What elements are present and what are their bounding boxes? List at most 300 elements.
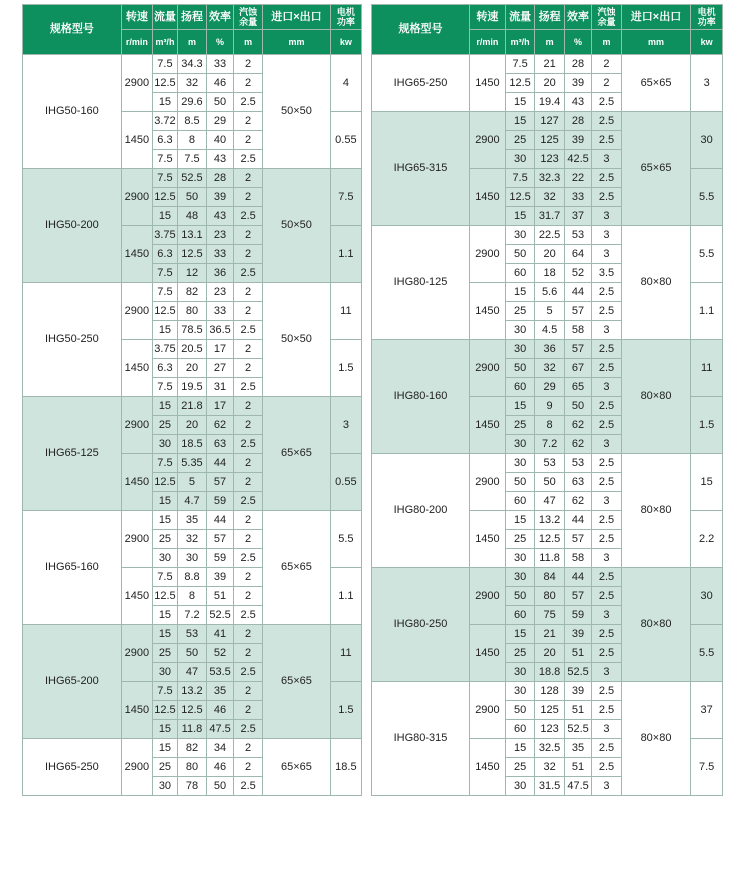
power-cell: 3 [330, 397, 361, 454]
efficiency-cell: 51 [564, 701, 591, 720]
table-row [23, 511, 362, 530]
efficiency-cell: 43 [564, 93, 591, 112]
port-cell: 50×50 [263, 55, 331, 169]
efficiency-cell: 59 [207, 549, 234, 568]
head-cell: 125 [535, 701, 565, 720]
npsh-cell: 3 [592, 549, 622, 568]
npsh-cell: 2 [592, 74, 622, 93]
flow-cell: 7.5 [152, 150, 177, 169]
head-cell: 8 [177, 131, 206, 150]
flow-cell: 30 [505, 682, 535, 701]
head-cell: 8.8 [177, 568, 206, 587]
head-cell: 21 [535, 55, 565, 74]
head-cell: 29 [535, 378, 565, 397]
head-cell: 29.6 [177, 93, 206, 112]
header-power [691, 5, 723, 30]
header-flow-unit: m³/h [505, 30, 535, 55]
head-cell: 32 [177, 74, 206, 93]
flow-cell: 7.5 [152, 264, 177, 283]
flow-cell: 15 [505, 625, 535, 644]
flow-cell: 12.5 [152, 188, 177, 207]
header-head: 扬程 [177, 5, 206, 30]
speed-cell: 1450 [121, 340, 152, 397]
header-model: 规格型号 [372, 5, 470, 55]
efficiency-cell: 33 [207, 245, 234, 264]
head-cell: 31.7 [535, 207, 565, 226]
npsh-cell: 2 [234, 359, 263, 378]
npsh-cell: 3 [592, 207, 622, 226]
power-cell: 1.5 [691, 397, 723, 454]
head-cell: 32 [535, 359, 565, 378]
npsh-cell: 3 [592, 435, 622, 454]
flow-cell: 25 [505, 758, 535, 777]
flow-cell: 30 [505, 549, 535, 568]
head-cell: 127 [535, 112, 565, 131]
header-npsh-unit: m [234, 30, 263, 55]
power-cell: 5.5 [691, 625, 723, 682]
head-cell: 20 [535, 245, 565, 264]
flow-cell: 25 [152, 530, 177, 549]
efficiency-cell: 51 [564, 758, 591, 777]
head-cell: 48 [177, 207, 206, 226]
flow-cell: 7.5 [152, 682, 177, 701]
power-cell: 2.2 [691, 511, 723, 568]
npsh-cell: 2 [234, 169, 263, 188]
flow-cell: 7.5 [152, 454, 177, 473]
efficiency-cell: 65 [564, 378, 591, 397]
npsh-cell: 2 [234, 530, 263, 549]
efficiency-cell: 41 [207, 625, 234, 644]
efficiency-cell: 53 [564, 454, 591, 473]
efficiency-cell: 43 [207, 150, 234, 169]
flow-cell: 15 [152, 492, 177, 511]
npsh-cell: 2.5 [592, 739, 622, 758]
npsh-cell: 3 [592, 378, 622, 397]
npsh-cell: 2 [234, 226, 263, 245]
efficiency-cell: 59 [564, 606, 591, 625]
npsh-cell: 2 [234, 625, 263, 644]
npsh-cell: 2 [234, 302, 263, 321]
header-npsh-line1: 汽蚀 [239, 7, 258, 17]
flow-cell: 60 [505, 378, 535, 397]
efficiency-cell: 57 [564, 340, 591, 359]
header-npsh-unit: m [592, 30, 622, 55]
speed-cell: 1450 [470, 397, 506, 454]
spec-table-right [371, 4, 723, 796]
efficiency-cell: 50 [207, 777, 234, 796]
npsh-cell: 2.5 [592, 416, 622, 435]
npsh-cell: 2 [234, 701, 263, 720]
efficiency-cell: 52 [564, 264, 591, 283]
npsh-cell: 2 [234, 131, 263, 150]
efficiency-cell: 28 [564, 112, 591, 131]
head-cell: 12 [177, 264, 206, 283]
head-cell: 32.3 [535, 169, 565, 188]
head-cell: 9 [535, 397, 565, 416]
flow-cell: 30 [505, 663, 535, 682]
header-port-unit: mm [621, 30, 691, 55]
npsh-cell: 2 [234, 644, 263, 663]
npsh-cell: 3 [592, 606, 622, 625]
flow-cell: 30 [152, 663, 177, 682]
port-cell: 65×65 [621, 55, 691, 112]
head-cell: 35 [177, 511, 206, 530]
header-port-unit: mm [263, 30, 331, 55]
npsh-cell: 2.5 [234, 663, 263, 682]
table-row [23, 169, 362, 188]
head-cell: 8 [177, 587, 206, 606]
flow-cell: 60 [505, 720, 535, 739]
model-cell: IHG80-200 [372, 454, 470, 568]
head-cell: 34.3 [177, 55, 206, 74]
npsh-cell: 3 [592, 663, 622, 682]
npsh-cell: 2 [234, 340, 263, 359]
header-power [330, 5, 361, 30]
efficiency-cell: 33 [564, 188, 591, 207]
npsh-cell: 2.5 [234, 606, 263, 625]
speed-cell: 2900 [470, 454, 506, 511]
header-flow: 流量 [152, 5, 177, 30]
head-cell: 20.5 [177, 340, 206, 359]
speed-cell: 2900 [121, 397, 152, 454]
flow-cell: 15 [505, 207, 535, 226]
head-cell: 12.5 [177, 245, 206, 264]
power-cell: 11 [330, 625, 361, 682]
efficiency-cell: 44 [207, 454, 234, 473]
efficiency-cell: 58 [564, 549, 591, 568]
npsh-cell: 2.5 [592, 169, 622, 188]
npsh-cell: 2.5 [592, 93, 622, 112]
table-row [372, 454, 723, 473]
speed-cell: 2900 [470, 226, 506, 283]
efficiency-cell: 62 [564, 492, 591, 511]
head-cell: 123 [535, 150, 565, 169]
head-cell: 18.5 [177, 435, 206, 454]
head-cell: 50 [535, 473, 565, 492]
efficiency-cell: 23 [207, 283, 234, 302]
flow-cell: 60 [505, 492, 535, 511]
model-cell: IHG65-125 [23, 397, 122, 511]
efficiency-cell: 39 [207, 188, 234, 207]
efficiency-cell: 36.5 [207, 321, 234, 340]
npsh-cell: 2 [234, 55, 263, 74]
header-eff-unit: % [564, 30, 591, 55]
power-cell: 5.5 [691, 169, 723, 226]
npsh-cell: 2.5 [234, 264, 263, 283]
efficiency-cell: 37 [564, 207, 591, 226]
flow-cell: 25 [152, 758, 177, 777]
spec-table-left [22, 4, 362, 796]
efficiency-cell: 63 [564, 473, 591, 492]
power-cell: 11 [330, 283, 361, 340]
head-cell: 78.5 [177, 321, 206, 340]
port-cell: 50×50 [263, 283, 331, 397]
table-row [23, 397, 362, 416]
table-row [372, 682, 723, 701]
flow-cell: 50 [505, 701, 535, 720]
head-cell: 36 [535, 340, 565, 359]
npsh-cell: 2 [234, 682, 263, 701]
npsh-cell: 2.5 [592, 359, 622, 378]
efficiency-cell: 58 [564, 321, 591, 340]
head-cell: 4.7 [177, 492, 206, 511]
npsh-cell: 2.5 [234, 492, 263, 511]
efficiency-cell: 39 [564, 74, 591, 93]
efficiency-cell: 52.5 [564, 663, 591, 682]
header-model: 规格型号 [23, 5, 122, 55]
speed-cell: 2900 [121, 625, 152, 682]
efficiency-cell: 62 [564, 435, 591, 454]
head-cell: 32.5 [535, 739, 565, 758]
flow-cell: 7.5 [152, 55, 177, 74]
npsh-cell: 3 [592, 226, 622, 245]
header-speed-unit: r/min [470, 30, 506, 55]
speed-cell: 2900 [121, 511, 152, 568]
npsh-cell: 3 [592, 321, 622, 340]
efficiency-cell: 22 [564, 169, 591, 188]
efficiency-cell: 51 [207, 587, 234, 606]
head-cell: 47 [535, 492, 565, 511]
efficiency-cell: 46 [207, 758, 234, 777]
head-cell: 32 [535, 758, 565, 777]
port-cell: 80×80 [621, 682, 691, 796]
power-cell: 18.5 [330, 739, 361, 796]
power-cell: 1.1 [330, 226, 361, 283]
table-row [23, 283, 362, 302]
npsh-cell: 2.5 [234, 777, 263, 796]
head-cell: 75 [535, 606, 565, 625]
flow-cell: 30 [152, 549, 177, 568]
power-cell: 1.5 [330, 340, 361, 397]
speed-cell: 1450 [121, 454, 152, 511]
head-cell: 20 [535, 74, 565, 93]
power-cell: 30 [691, 568, 723, 625]
efficiency-cell: 47.5 [564, 777, 591, 796]
efficiency-cell: 64 [564, 245, 591, 264]
flow-cell: 12.5 [152, 302, 177, 321]
npsh-cell: 2 [234, 473, 263, 492]
efficiency-cell: 39 [564, 131, 591, 150]
head-cell: 31.5 [535, 777, 565, 796]
head-cell: 80 [177, 758, 206, 777]
port-cell: 65×65 [263, 625, 331, 739]
model-cell: IHG80-315 [372, 682, 470, 796]
port-cell: 65×65 [621, 112, 691, 226]
efficiency-cell: 39 [564, 625, 591, 644]
head-cell: 7.5 [177, 150, 206, 169]
efficiency-cell: 35 [207, 682, 234, 701]
flow-cell: 25 [505, 416, 535, 435]
flow-cell: 30 [505, 454, 535, 473]
npsh-cell: 2.5 [234, 435, 263, 454]
flow-cell: 60 [505, 264, 535, 283]
speed-cell: 2900 [121, 739, 152, 796]
power-cell: 15 [691, 454, 723, 511]
header-power-line1: 电机 [336, 7, 355, 17]
speed-cell: 1450 [470, 55, 506, 112]
speed-cell: 2900 [470, 682, 506, 739]
flow-cell: 7.5 [152, 378, 177, 397]
head-cell: 13.1 [177, 226, 206, 245]
flow-cell: 60 [505, 606, 535, 625]
flow-cell: 15 [505, 739, 535, 758]
npsh-cell: 2 [234, 511, 263, 530]
efficiency-cell: 42.5 [564, 150, 591, 169]
header-power-unit: kw [330, 30, 361, 55]
table-row [372, 112, 723, 131]
head-cell: 80 [535, 587, 565, 606]
flow-cell: 30 [152, 435, 177, 454]
head-cell: 5.35 [177, 454, 206, 473]
flow-cell: 25 [505, 530, 535, 549]
flow-cell: 30 [505, 226, 535, 245]
npsh-cell: 3 [592, 150, 622, 169]
npsh-cell: 2 [234, 112, 263, 131]
efficiency-cell: 44 [207, 511, 234, 530]
speed-cell: 1450 [121, 226, 152, 283]
efficiency-cell: 44 [564, 568, 591, 587]
npsh-cell: 3 [592, 777, 622, 796]
npsh-cell: 2 [234, 245, 263, 264]
head-cell: 53 [535, 454, 565, 473]
npsh-cell: 2 [234, 739, 263, 758]
npsh-cell: 3 [592, 720, 622, 739]
model-cell: IHG80-160 [372, 340, 470, 454]
table-row [372, 568, 723, 587]
speed-cell: 1450 [470, 283, 506, 340]
npsh-cell: 2 [234, 74, 263, 93]
model-cell: IHG50-160 [23, 55, 122, 169]
head-cell: 22.5 [535, 226, 565, 245]
flow-cell: 15 [152, 207, 177, 226]
head-cell: 82 [177, 739, 206, 758]
head-cell: 19.4 [535, 93, 565, 112]
efficiency-cell: 53.5 [207, 663, 234, 682]
header-npsh-line2: 余量 [239, 17, 258, 27]
flow-cell: 12.5 [152, 473, 177, 492]
head-cell: 13.2 [177, 682, 206, 701]
npsh-cell: 2.5 [592, 682, 622, 701]
flow-cell: 12.5 [152, 701, 177, 720]
head-cell: 50 [177, 644, 206, 663]
power-cell: 7.5 [691, 739, 723, 796]
npsh-cell: 2.5 [592, 131, 622, 150]
head-cell: 12.5 [177, 701, 206, 720]
head-cell: 123 [535, 720, 565, 739]
head-cell: 84 [535, 568, 565, 587]
npsh-cell: 2 [592, 55, 622, 74]
head-cell: 5 [177, 473, 206, 492]
model-cell: IHG80-250 [372, 568, 470, 682]
flow-cell: 15 [505, 93, 535, 112]
npsh-cell: 2.5 [592, 644, 622, 663]
port-cell: 50×50 [263, 169, 331, 283]
head-cell: 7.2 [177, 606, 206, 625]
npsh-cell: 2 [234, 454, 263, 473]
speed-cell: 2900 [470, 568, 506, 625]
efficiency-cell: 62 [564, 416, 591, 435]
efficiency-cell: 46 [207, 74, 234, 93]
flow-cell: 15 [152, 511, 177, 530]
efficiency-cell: 17 [207, 340, 234, 359]
speed-cell: 2900 [121, 55, 152, 112]
header-power-line2: 功率 [697, 17, 716, 27]
efficiency-cell: 62 [207, 416, 234, 435]
flow-cell: 25 [505, 302, 535, 321]
npsh-cell: 2.5 [592, 568, 622, 587]
header-npsh [592, 5, 622, 30]
power-cell: 4 [330, 55, 361, 112]
efficiency-cell: 34 [207, 739, 234, 758]
flow-cell: 15 [152, 739, 177, 758]
flow-cell: 12.5 [152, 587, 177, 606]
efficiency-cell: 51 [564, 644, 591, 663]
table-header [372, 5, 723, 55]
npsh-cell: 2.5 [592, 530, 622, 549]
header-npsh [234, 5, 263, 30]
port-cell: 80×80 [621, 454, 691, 568]
npsh-cell: 2.5 [592, 701, 622, 720]
head-cell: 30 [177, 549, 206, 568]
flow-cell: 50 [505, 587, 535, 606]
header-head-unit: m [177, 30, 206, 55]
efficiency-cell: 44 [564, 283, 591, 302]
npsh-cell: 2.5 [234, 93, 263, 112]
flow-cell: 12.5 [505, 74, 535, 93]
port-cell: 65×65 [263, 739, 331, 796]
port-cell: 80×80 [621, 340, 691, 454]
npsh-cell: 2.5 [592, 340, 622, 359]
header-flow-unit: m³/h [152, 30, 177, 55]
npsh-cell: 2 [234, 416, 263, 435]
head-cell: 82 [177, 283, 206, 302]
power-cell: 37 [691, 682, 723, 739]
speed-cell: 1450 [121, 568, 152, 625]
flow-cell: 3.75 [152, 226, 177, 245]
head-cell: 21.8 [177, 397, 206, 416]
npsh-cell: 2.5 [592, 587, 622, 606]
npsh-cell: 2 [234, 397, 263, 416]
flow-cell: 30 [505, 340, 535, 359]
flow-cell: 7.5 [152, 283, 177, 302]
head-cell: 20 [177, 359, 206, 378]
header-speed: 转速 [470, 5, 506, 30]
flow-cell: 7.5 [152, 568, 177, 587]
flow-cell: 25 [152, 416, 177, 435]
npsh-cell: 2.5 [234, 207, 263, 226]
npsh-cell: 3.5 [592, 264, 622, 283]
flow-cell: 7.5 [505, 169, 535, 188]
head-cell: 32 [535, 188, 565, 207]
head-cell: 18 [535, 264, 565, 283]
efficiency-cell: 43 [207, 207, 234, 226]
npsh-cell: 3 [592, 245, 622, 264]
head-cell: 50 [177, 188, 206, 207]
npsh-cell: 2.5 [234, 321, 263, 340]
npsh-cell: 2.5 [592, 283, 622, 302]
table-row [372, 340, 723, 359]
header-npsh-line1: 汽蚀 [597, 7, 616, 17]
header-power-line1: 电机 [697, 7, 716, 17]
efficiency-cell: 59 [207, 492, 234, 511]
npsh-cell: 3 [592, 492, 622, 511]
header-eff-unit: % [207, 30, 234, 55]
header-speed: 转速 [121, 5, 152, 30]
power-cell: 1.1 [691, 283, 723, 340]
efficiency-cell: 23 [207, 226, 234, 245]
flow-cell: 50 [505, 245, 535, 264]
head-cell: 128 [535, 682, 565, 701]
